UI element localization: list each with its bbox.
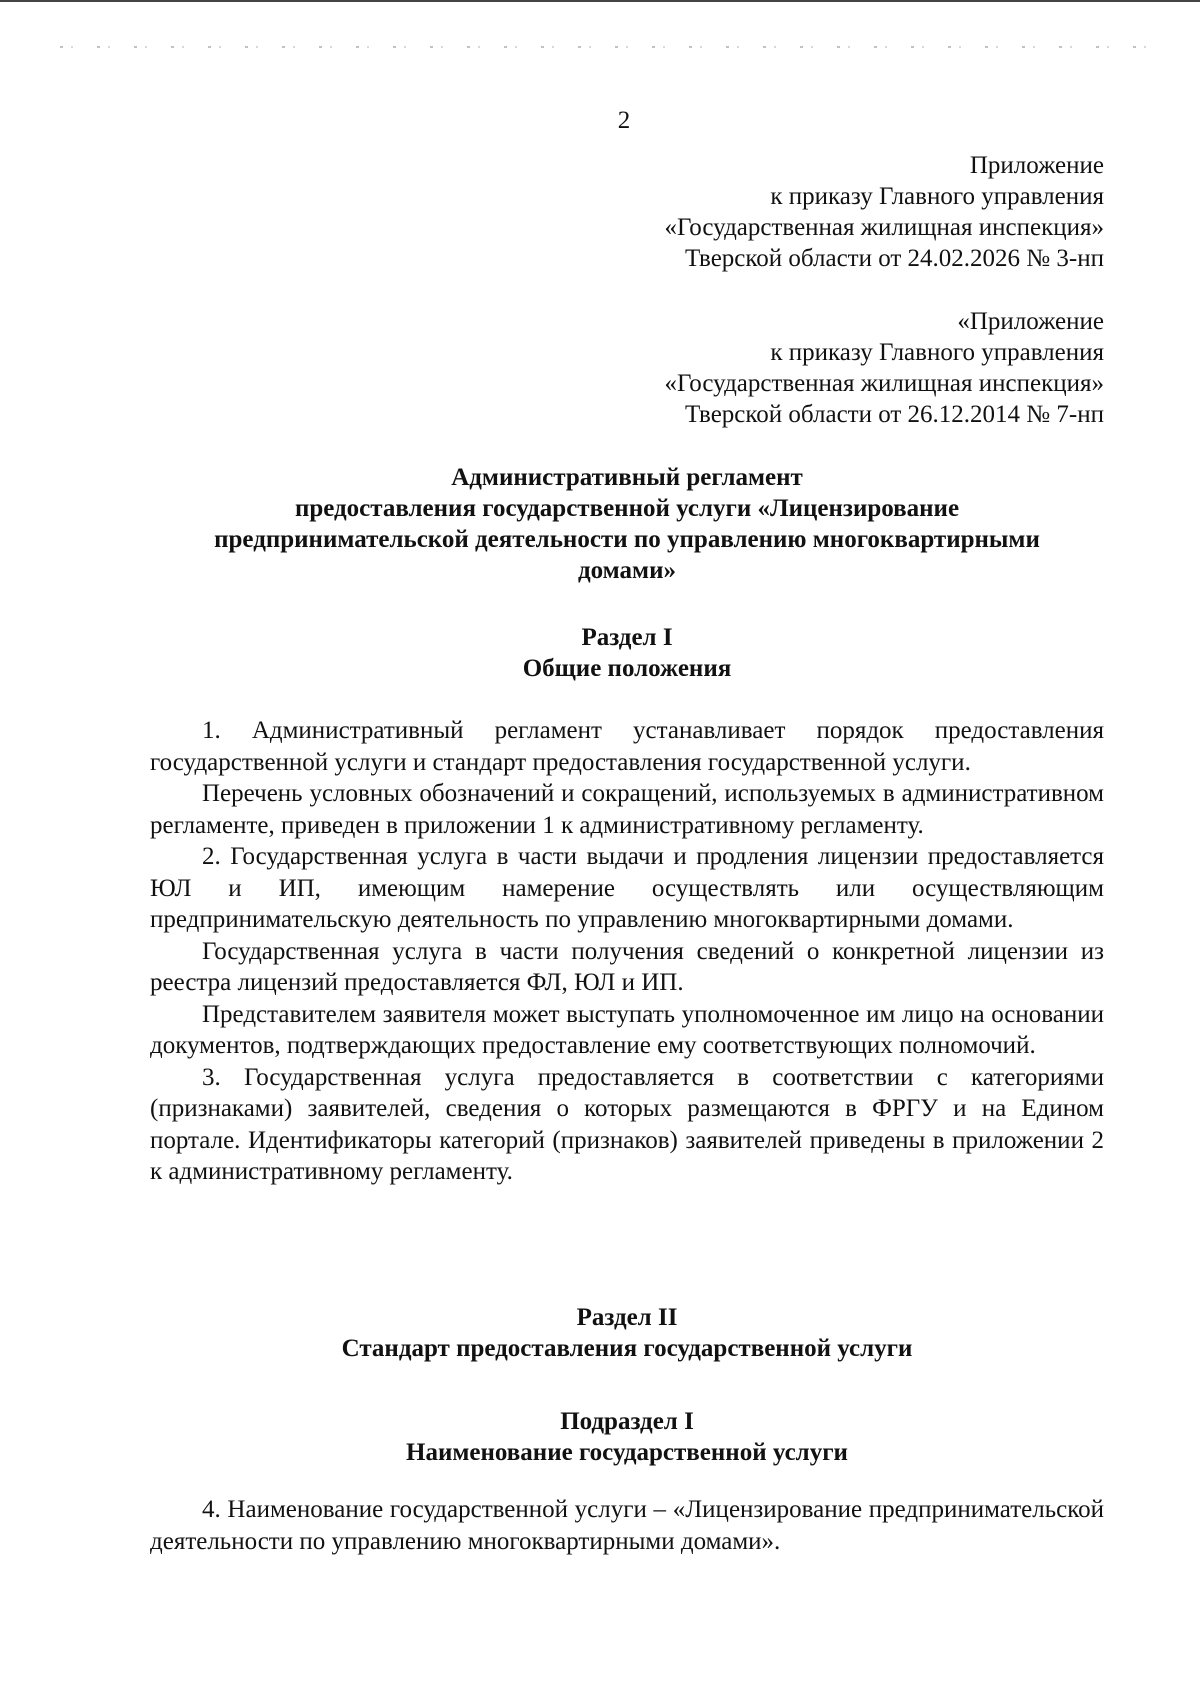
subsection-1-name: Наименование государственной услуги [406, 1439, 848, 1466]
section-1-number: Раздел I [581, 624, 673, 651]
approval-current-line-1: Приложение [969, 152, 1104, 179]
approval-previous-line-2: к приказу Главного управления [770, 339, 1104, 366]
title-line-3: предпринимательской деятельности по управлению многоквартирными [214, 526, 1040, 553]
paragraph: Перечень условных обозначений и сокращений, используемых в административном регламенте, приведен в приложении 1 к административному регламенту. [150, 780, 1104, 839]
section-1-name: Общие положения [522, 655, 732, 682]
section-1-heading [150, 622, 1104, 684]
section-2-heading [150, 1302, 1104, 1364]
paragraph: 3. Государственная услуга предоставляется в соответствии с категориями (признаками) заявителей, сведения о которых размещаются в ФРГУ и на Едином портале. Идентификаторы категорий (признаков) заявителей приведены в приложении 2 к административному регламенту. [150, 1063, 1104, 1185]
approval-previous-line-1: «Приложение [957, 308, 1104, 335]
scan-edge-line [0, 0, 1200, 2]
paragraph: 2. Государственная услуга в части выдачи и продления лицензии предоставляется ЮЛ и ИП, имеющим намерение осуществлять или осуществляющим предпринимательскую деятельность по управлению многоквартирными домами. [150, 843, 1104, 933]
approval-current-line-4: Тверской области от 24.02.2026 № 3-нп [685, 245, 1104, 272]
title-line-4: домами» [578, 557, 676, 584]
section-1-body [150, 715, 1104, 1188]
paragraph: 4. Наименование государственной услуги – «Лицензирование предпринимательской деятельности по управлению многоквартирными домами». [150, 1496, 1104, 1555]
approval-current-line-2: к приказу Главного управления [770, 183, 1104, 210]
paragraph: Государственная услуга в части получения сведений о конкретной лицензии из реестра лицензий предоставляется ФЛ, ЮЛ и ИП. [150, 937, 1104, 996]
paragraph: 1. Административный регламент устанавливает порядок предоставления государственной услуги и стандарт предоставления государственной услуги. [150, 717, 1104, 776]
subsection-1-body [150, 1494, 1104, 1557]
page-number: 2 [617, 107, 631, 134]
title-line-1: Административный регламент [451, 464, 803, 491]
approval-block-previous [544, 306, 1104, 430]
approval-previous-line-3: «Государственная жилищная инспекция» [664, 370, 1104, 397]
approval-current-line-3: «Государственная жилищная инспекция» [664, 214, 1104, 241]
document-title [150, 462, 1104, 586]
section-2-name: Стандарт предоставления государственной услуги [341, 1335, 913, 1362]
paragraph: Представителем заявителя может выступать уполномоченное им лицо на основании документов, подтверждающих предоставление ему соответствующих полномочий. [150, 1000, 1104, 1059]
subsection-1-number: Подраздел I [560, 1408, 694, 1435]
approval-previous-line-4: Тверской области от 26.12.2014 № 7-нп [685, 401, 1104, 428]
scan-noise-line [60, 46, 1170, 48]
title-line-2: предоставления государственной услуги «Лицензирование [294, 495, 960, 522]
section-2-number: Раздел II [576, 1304, 678, 1331]
subsection-1-heading [150, 1406, 1104, 1468]
approval-block-current [544, 150, 1104, 274]
